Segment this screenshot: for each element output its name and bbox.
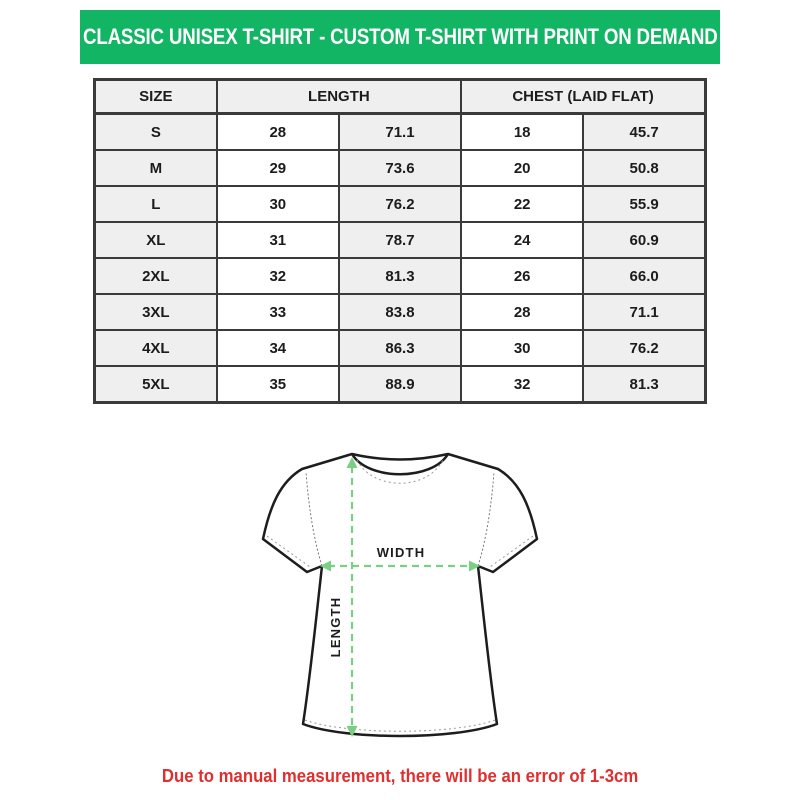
length-cm-cell: 76.2 [339,186,461,222]
chest-in-cell: 30 [461,330,583,366]
length-cm-cell: 71.1 [339,114,461,151]
chest-in-cell: 28 [461,294,583,330]
measurement-disclaimer [0,766,800,787]
width-label: WIDTH [376,545,426,560]
chest-in-cell: 26 [461,258,583,294]
size-cell: 5XL [95,366,217,403]
chest-cm-cell: 76.2 [583,330,705,366]
chest-cm-cell: 66.0 [583,258,705,294]
table-row [95,366,706,403]
length-cm-cell: 83.8 [339,294,461,330]
tshirt-outline [263,454,537,736]
column-header-length: LENGTH [217,80,461,114]
length-cm-cell: 78.7 [339,222,461,258]
size-table-header [95,80,706,114]
chest-cm-cell: 81.3 [583,366,705,403]
header-row [95,80,706,114]
length-in-cell: 30 [217,186,339,222]
disclaimer-text: Due to manual measurement, there will be an error of 1-3cm [161,766,639,786]
table-row [95,222,706,258]
chest-in-cell: 32 [461,366,583,403]
chest-cm-cell: 71.1 [583,294,705,330]
length-in-cell: 34 [217,330,339,366]
table-row [95,186,706,222]
length-cm-cell: 73.6 [339,150,461,186]
table-row [95,114,706,151]
length-in-cell: 35 [217,366,339,403]
size-cell: 3XL [95,294,217,330]
size-table [93,78,707,404]
tshirt-diagram [230,434,570,750]
chest-in-cell: 20 [461,150,583,186]
tshirt-diagram-svg [230,434,570,750]
chest-in-cell: 18 [461,114,583,151]
table-row [95,150,706,186]
length-in-cell: 32 [217,258,339,294]
chest-cm-cell: 45.7 [583,114,705,151]
chest-in-cell: 22 [461,186,583,222]
column-header-size: SIZE [95,80,217,114]
chest-cm-cell: 60.9 [583,222,705,258]
size-cell: M [95,150,217,186]
column-header-chest: CHEST (LAID FLAT) [461,80,705,114]
page-title: CLASSIC UNISEX T-SHIRT - CUSTOM T-SHIRT WITH PRINT ON DEMAND [82,24,718,49]
size-cell: L [95,186,217,222]
chest-in-cell: 24 [461,222,583,258]
length-label: LENGTH [328,596,343,658]
length-cm-cell: 81.3 [339,258,461,294]
length-in-cell: 33 [217,294,339,330]
length-cm-cell: 86.3 [339,330,461,366]
title-banner [80,10,720,64]
table-row [95,294,706,330]
size-cell: XL [95,222,217,258]
length-in-cell: 28 [217,114,339,151]
length-in-cell: 29 [217,150,339,186]
chest-cm-cell: 55.9 [583,186,705,222]
length-cm-cell: 88.9 [339,366,461,403]
chest-cm-cell: 50.8 [583,150,705,186]
size-cell: 2XL [95,258,217,294]
length-in-cell: 31 [217,222,339,258]
size-cell: 4XL [95,330,217,366]
table-row [95,258,706,294]
size-cell: S [95,114,217,151]
table-row [95,330,706,366]
